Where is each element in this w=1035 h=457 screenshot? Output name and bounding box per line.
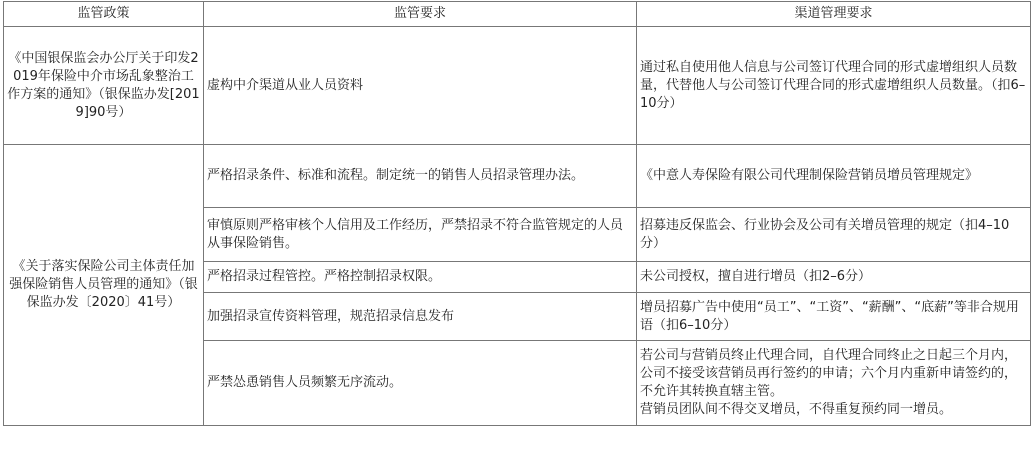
- table-row: [4, 27, 1031, 145]
- channel-line: 若公司与营销员终止代理合同，自代理合同终止之日起三个月内，公司不接受该营销员再行签约的申请；六个月内重新申请签约的，不允许其转换直辖主管。: [640, 348, 1018, 399]
- requirement-cell: 加强招录宣传资料管理，规范招录信息发布: [204, 293, 637, 341]
- channel-cell: 未公司授权，擅自进行增员（扣2–6分）: [637, 262, 1031, 293]
- header-row: [4, 2, 1031, 27]
- header-requirement: 监管要求: [204, 2, 637, 27]
- channel-cell: [637, 341, 1031, 426]
- channel-cell: 招募违反保监会、行业协会及公司有关增员管理的规定（扣4–10分）: [637, 208, 1031, 262]
- requirement-cell: 虚构中介渠道从业人员资料: [204, 27, 637, 145]
- channel-line: 营销员团队间不得交叉增员，不得重复预约同一增员。: [640, 402, 953, 417]
- channel-cell: 《中意人寿保险有限公司代理制保险营销员增员管理规定》: [637, 145, 1031, 208]
- header-channel: 渠道管理要求: [637, 2, 1031, 27]
- policy-cell: 《中国银保监会办公厅关于印发2019年保险中介市场乱象整治工作方案的通知》（银保监办发[2019]90号）: [4, 27, 204, 145]
- requirement-cell: 严格招录过程管控。严格控制招录权限。: [204, 262, 637, 293]
- requirement-cell: 严禁怂恿销售人员频繁无序流动。: [204, 341, 637, 426]
- policy-cell: 《关于落实保险公司主体责任加强保险销售人员管理的通知》（银保监办发〔2020〕41号）: [4, 145, 204, 426]
- header-policy: 监管政策: [4, 2, 204, 27]
- requirement-cell: 严格招录条件、标准和流程。制定统一的销售人员招录管理办法。: [204, 145, 637, 208]
- table-row: [4, 145, 1031, 208]
- requirement-cell: 审慎原则严格审核个人信用及工作经历，严禁招录不符合监管规定的人员从事保险销售。: [204, 208, 637, 262]
- regulation-table: [3, 1, 1031, 426]
- channel-cell: 增员招募广告中使用“员工”、“工资”、“薪酬”、“底薪”等非合规用语（扣6–10分）: [637, 293, 1031, 341]
- channel-cell: 通过私自使用他人信息与公司签订代理合同的形式虚增组织人员数量，代替他人与公司签订代理合同的形式虚增组织人员数量。（扣6–10分）: [637, 27, 1031, 145]
